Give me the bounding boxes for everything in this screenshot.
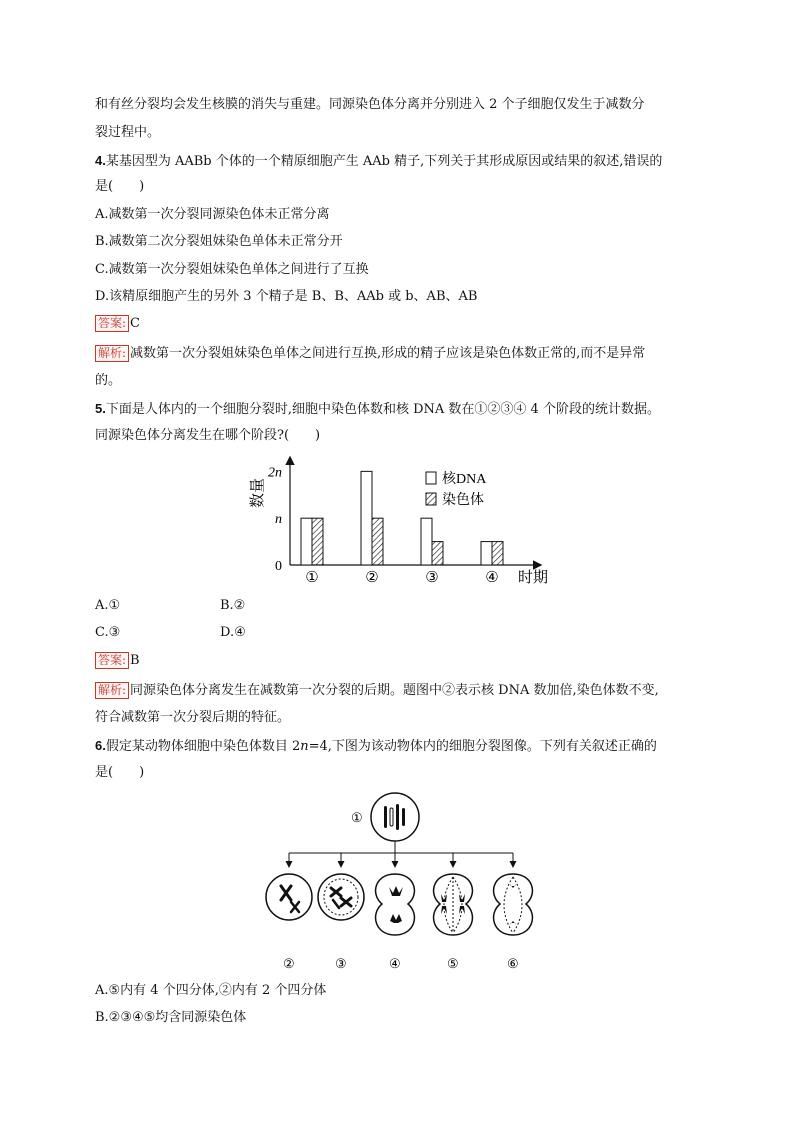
answer-line xyxy=(95,652,140,670)
question-number: 5. xyxy=(95,401,106,416)
answer-value: C xyxy=(130,316,140,331)
analysis-line-cont: 符合减数第一次分裂后期的特征。 xyxy=(95,710,291,725)
bar-chromosome xyxy=(432,542,443,565)
chromosomes-icon xyxy=(509,883,517,926)
chromosome-pair-icon xyxy=(281,886,299,912)
chromosomes-icon xyxy=(389,886,403,923)
legend-label: 染色体 xyxy=(442,493,484,508)
question-text: =4,下图为该动物体内的细胞分裂图像。下列有关叙述正确的 xyxy=(308,739,657,754)
option-d: D.④ xyxy=(220,625,246,640)
option-b: B.②③④⑤均含同源染色体 xyxy=(95,1010,247,1025)
question-6-stem xyxy=(95,737,657,756)
option-d: D.该精原细胞产生的另外 3 个精子是 B、B、AAb 或 b、AB、AB xyxy=(95,289,478,304)
option-c: C.③ xyxy=(95,625,121,640)
analysis-line-cont: 的。 xyxy=(95,373,122,388)
question-6-stem-cont: 是( ) xyxy=(95,765,145,780)
question-4-stem xyxy=(95,152,662,171)
cell-division-diagram xyxy=(255,790,545,975)
analysis-line xyxy=(95,345,645,363)
legend-label: 核DNA xyxy=(442,472,487,487)
question-text: 下面是人体内的一个细胞分裂时,细胞中染色体数和核 DNA 数在①②③④ 4 个阶段的统计数据。 xyxy=(105,402,660,417)
y-tick-label: n xyxy=(275,512,282,528)
answer-tag: 答案: xyxy=(95,652,129,669)
cell-label-6: ⑥ xyxy=(507,956,519,971)
bar-chart xyxy=(240,448,560,593)
cell-label-2: ② xyxy=(283,956,295,971)
answer-tag: 答案: xyxy=(95,315,129,332)
option-a: A.减数第一次分裂同源染色体未正常分离 xyxy=(95,207,330,222)
cell-label-5: ⑤ xyxy=(447,956,459,971)
answer-value: B xyxy=(130,653,140,668)
y-tick-label: 2n xyxy=(268,465,282,481)
question-5-stem xyxy=(95,400,660,419)
question-number: 4. xyxy=(95,153,106,168)
y-tick-label: 0 xyxy=(275,559,282,574)
bar-dna xyxy=(361,471,372,565)
option-a: A.⑤内有 4 个四分体,②内有 2 个四分体 xyxy=(95,983,327,998)
category-label: ② xyxy=(365,570,379,586)
category-label: ① xyxy=(305,570,319,586)
question-5-stem-cont: 同源染色体分离发生在哪个阶段?( ) xyxy=(95,428,321,443)
option-c: C.减数第一次分裂姐妹染色单体之间进行了互换 xyxy=(95,262,369,277)
variable-n: n xyxy=(300,739,309,754)
option-b: B.减数第二次分裂姐妹染色单体未正常分开 xyxy=(95,234,343,249)
bar-dna xyxy=(421,518,432,565)
category-label: ④ xyxy=(485,570,499,586)
analysis-text: 同源染色体分离发生在减数第一次分裂的后期。题图中②表示核 DNA 数加倍,染色体数不变, xyxy=(130,683,659,698)
analysis-line xyxy=(95,682,659,700)
cell-1 xyxy=(371,793,419,841)
question-number: 6. xyxy=(95,738,106,753)
bar-dna xyxy=(481,542,492,565)
text-line: 和有丝分裂均会发生核膜的消失与重建。同源染色体分离并分别进入 2 个子细胞仅发生于减数分 xyxy=(95,97,645,112)
spindle-icon xyxy=(444,877,462,933)
bar-dna xyxy=(301,518,312,565)
question-text: 某基因型为 AABb 个体的一个精原细胞产生 AAb 精子,下列关于其形成原因或结果的叙述,错误的 xyxy=(105,154,663,169)
cell-label-1: ① xyxy=(351,810,363,825)
cell-4 xyxy=(376,874,415,935)
question-text: 假定某动物体细胞中染色体数目 2 xyxy=(105,739,301,754)
tetrad-icon xyxy=(331,888,351,908)
cell-6 xyxy=(494,874,533,935)
answer-line xyxy=(95,315,140,333)
text-line: 裂过程中。 xyxy=(95,125,161,140)
category-label: ③ xyxy=(425,570,439,586)
spindle-icon xyxy=(504,877,522,933)
x-axis-label: 时期 xyxy=(518,570,549,586)
cell-label-4: ④ xyxy=(389,956,401,971)
option-b: B.② xyxy=(220,598,246,613)
y-axis-label: 数量 xyxy=(250,477,266,509)
bar-chromosome xyxy=(372,518,383,565)
analysis-tag: 解析: xyxy=(95,345,129,362)
question-4-stem-cont: 是( ) xyxy=(95,179,145,194)
analysis-text: 减数第一次分裂姐妹染色单体之间进行互换,形成的精子应该是染色体数正常的,而不是异常 xyxy=(130,346,646,361)
legend-swatch xyxy=(426,472,436,484)
legend-swatch xyxy=(426,493,436,505)
bar-chromosome xyxy=(312,518,323,565)
chromosomes-icon xyxy=(384,804,405,830)
bar-chromosome xyxy=(492,542,503,565)
cell-label-3: ③ xyxy=(335,956,347,971)
option-a: A.① xyxy=(95,598,121,613)
analysis-tag: 解析: xyxy=(95,682,129,699)
